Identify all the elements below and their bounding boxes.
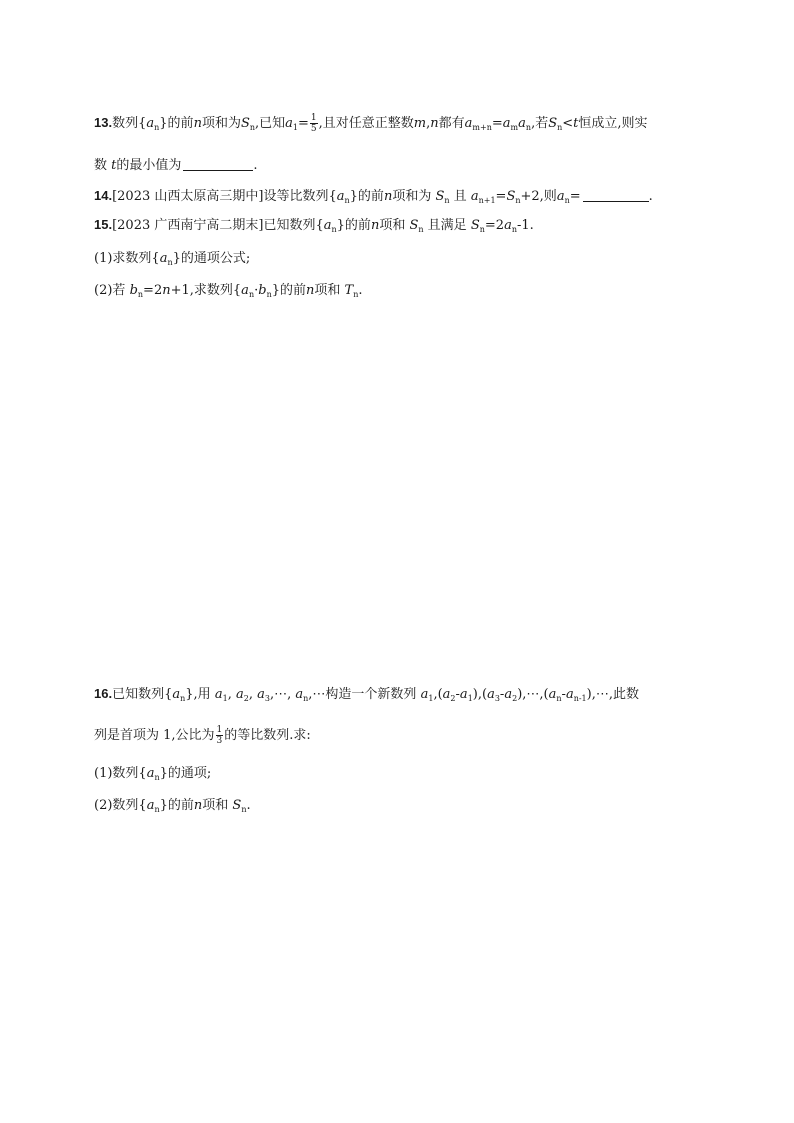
q14-line: 14.[2023 山西太原高三期中]设等比数列$\{a_n\}$的前n项和为 $S_n$ 且 $a_{n+1}=S_n+2$,则$a_n=$ . (94, 188, 653, 205)
q15-number: 15. (94, 217, 113, 232)
q15-part1: (1)求数列$\{a_n\}$的通项公式; (94, 251, 251, 267)
answer-blank[interactable] (183, 158, 253, 171)
q16-line2: 列是首项为 1,公比为 $\frac{1}{3}$ 的等比数列.求: (94, 725, 311, 746)
q15-line: 15.[2023 广西南宁高二期末]已知数列$\{a_n\}$的前n项和 $S_n$ 且满足 $S_n=2a_n-1$. (94, 217, 534, 234)
q13-line1: 13.数列$\{a_n\}$的前n项和为$S_n$,已知$a_1=$ $\frac{1}{5}$ ,且对任意正整数m,n都有$a_{m+n}=a_ma_n$,若$S_n<t$恒成立,则实 (94, 113, 648, 134)
q16-number: 16. (94, 686, 113, 701)
q15-source: [2023 广西南宁高二期末] (112, 218, 264, 233)
q16-fraction: $\frac{1}{3}$ (216, 725, 223, 746)
q15-part2: (2)若 $b_n=2n+1$,求数列$\{a_n\cdot b_n\}$的前n项和 $T_n$. (94, 283, 363, 299)
q16-part2: (2)数列$\{a_n\}$的前n项和 $S_n$. (94, 798, 251, 814)
answer-blank[interactable] (583, 189, 649, 202)
q16-part1: (1)数列$\{a_n\}$的通项; (94, 766, 212, 782)
q13-number: 13. (94, 115, 113, 130)
q13-fraction: $\frac{1}{5}$ (310, 113, 317, 134)
q14-source: [2023 山西太原高三期中] (112, 189, 264, 204)
q13-line2: 数 t的最小值为 . (94, 158, 258, 173)
q14-number: 14. (94, 188, 113, 203)
q16-line1: 16.已知数列$\{a_n\}$,用 $a_1$, $a_2$, $a_3,\cdots$, $a_n,\cdots$构造一个新数列 $a_1,(a_2-a_1),(a_3-a_2),\cdots,(a_n-a_{n-1}),\cdots$,此数 (94, 686, 639, 703)
